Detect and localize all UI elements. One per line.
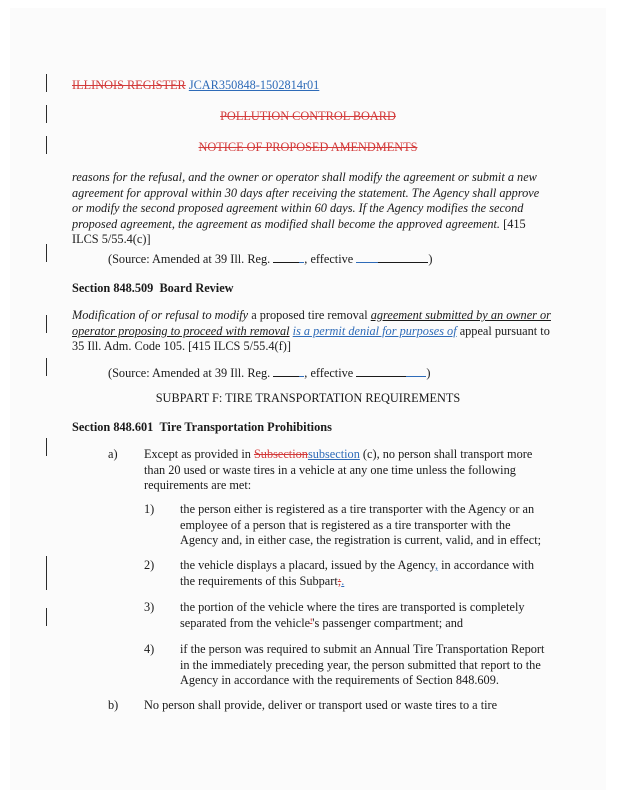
list-label: 3) bbox=[144, 600, 155, 614]
revision-bar bbox=[46, 74, 47, 92]
register-header bbox=[72, 78, 319, 94]
register-struck: ILLINOIS REGISTER bbox=[72, 78, 186, 92]
text-line: than 20 used or waste tires in a vehicle at any one time unless the following bbox=[144, 462, 516, 477]
list-label: a) bbox=[108, 447, 118, 461]
inserted-text: subsection bbox=[307, 447, 360, 461]
source-prefix: (Source: Amended at 39 Ill. Reg. bbox=[108, 366, 274, 380]
source-middle: , effective bbox=[304, 366, 357, 380]
inserted-text: . bbox=[341, 573, 345, 588]
source-note bbox=[108, 252, 432, 268]
source-suffix: ) bbox=[426, 366, 431, 380]
struck-text: ' bbox=[310, 615, 313, 630]
document-page bbox=[10, 8, 606, 790]
revision-bar bbox=[46, 358, 47, 376]
text-line: the person either is registered as a tire transporter with the Agency or an bbox=[180, 502, 535, 516]
source-middle: , effective bbox=[304, 252, 357, 266]
text-line: requirements are met: bbox=[144, 478, 252, 492]
struck-text: Subsection bbox=[253, 447, 308, 461]
section-heading bbox=[72, 281, 234, 297]
blank bbox=[356, 376, 406, 377]
section-title: Tire Transportation Prohibitions bbox=[159, 420, 332, 434]
list-item bbox=[144, 447, 574, 494]
text: 's passenger compartment; and bbox=[312, 615, 464, 630]
struck-text: ; bbox=[337, 573, 342, 588]
subpart-heading: SUBPART F: TIRE TRANSPORTATION REQUIREMENTS bbox=[155, 391, 461, 405]
section-number: Section 848.601 bbox=[72, 420, 154, 434]
paragraph-reasons bbox=[72, 170, 572, 248]
text-line: employee of a person that is registered as a tire transporter with the bbox=[180, 517, 511, 532]
text: a proposed tire removal bbox=[248, 308, 371, 322]
list-item bbox=[180, 600, 580, 631]
source-suffix: ) bbox=[428, 252, 433, 266]
text: appeal pursuant to bbox=[456, 323, 550, 338]
board-title: POLLUTION CONTROL BOARD bbox=[220, 109, 396, 123]
notice-title: NOTICE OF PROPOSED AMENDMENTS bbox=[198, 140, 418, 154]
blank bbox=[273, 262, 299, 263]
register-id: JCAR350848-1502814r01 bbox=[188, 78, 320, 92]
list-label: 4) bbox=[144, 642, 155, 656]
italic-text: Modification of or refusal to modify bbox=[72, 308, 249, 322]
list-label: 1) bbox=[144, 502, 155, 516]
blank bbox=[273, 376, 299, 377]
section-heading bbox=[72, 420, 332, 436]
revision-bar bbox=[46, 556, 47, 590]
text-line: Agency and, in either case, the registration is current, valid, and in effect; bbox=[180, 533, 542, 547]
section-title: Board Review bbox=[159, 281, 234, 295]
text: Except as provided in bbox=[144, 447, 254, 461]
text: the vehicle displays a placard, issued by the Agency bbox=[180, 558, 435, 572]
list-item bbox=[144, 698, 574, 714]
text: in accordance with bbox=[438, 558, 534, 572]
section-number: Section 848.509 bbox=[72, 281, 154, 295]
text-line: if the person was required to submit an Annual Tire Transportation Report bbox=[180, 642, 545, 656]
inserted-text: , bbox=[434, 558, 439, 572]
source-note bbox=[108, 366, 430, 382]
blank bbox=[356, 262, 378, 263]
list-item bbox=[180, 642, 580, 689]
revision-bar bbox=[46, 244, 47, 262]
text: (c), no person shall transport more bbox=[359, 447, 533, 461]
text-line: the portion of the vehicle where the tires are transported is completely bbox=[180, 600, 525, 614]
text-line: or modify the second proposed agreement within 60 days. If the Agency modifies the second bbox=[72, 201, 524, 215]
blank bbox=[378, 262, 428, 263]
text: separated from the vehicle bbox=[180, 615, 311, 630]
text-line: 35 Ill. Adm. Code 105. [415 ILCS 5/55.4(f)] bbox=[72, 339, 291, 353]
inserted-text: agreement submitted by an owner or bbox=[370, 308, 551, 322]
text-line: agreement for approval within 30 days after receiving the statement. The Agency shall approve bbox=[72, 185, 540, 200]
citation: ILCS 5/55.4(c)] bbox=[72, 232, 151, 246]
revision-bar bbox=[46, 315, 47, 333]
inserted-text: is a permit denial for purposes of bbox=[292, 323, 457, 338]
text-line: No person shall provide, deliver or transport used or waste tires to a tire bbox=[144, 698, 498, 712]
list-label: b) bbox=[108, 698, 119, 712]
text-line: in the immediately preceding year, the person submitted that report to the bbox=[180, 657, 541, 672]
source-prefix: (Source: Amended at 39 Ill. Reg. bbox=[108, 252, 274, 266]
inserted-text: operator proposing to proceed with removal bbox=[72, 323, 290, 338]
list-item bbox=[180, 502, 580, 549]
paragraph-board-review bbox=[72, 308, 572, 355]
blank bbox=[406, 376, 426, 377]
citation: [415 bbox=[503, 216, 526, 231]
text-line: proposed agreement, the agreement as modified shall become the approved agreement. bbox=[72, 216, 501, 231]
list-label: 2) bbox=[144, 558, 155, 572]
text: the requirements of this Subpart bbox=[180, 573, 338, 588]
text-line: Agency in accordance with the requirements of Section 848.609. bbox=[180, 673, 499, 687]
revision-bar bbox=[46, 438, 47, 456]
revision-bar bbox=[46, 608, 47, 626]
text-line: reasons for the refusal, and the owner or operator shall modify the agreement or submit a new bbox=[72, 170, 537, 184]
list-item bbox=[180, 558, 580, 589]
